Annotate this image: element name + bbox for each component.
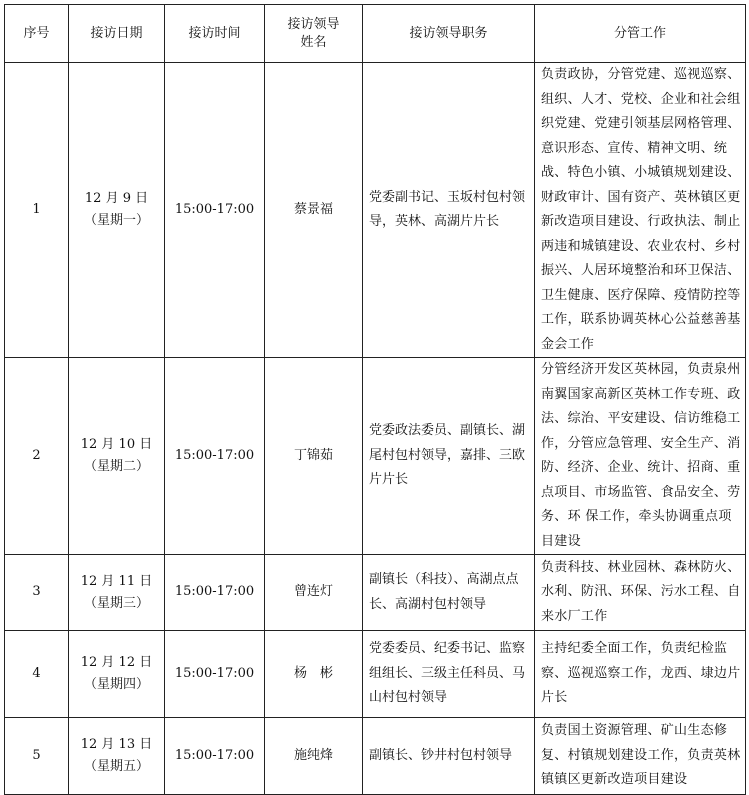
reception-schedule-table bbox=[4, 4, 746, 795]
cell-date bbox=[69, 631, 165, 718]
table-row bbox=[5, 63, 746, 358]
header-duties: 分管工作 bbox=[535, 5, 746, 63]
cell-time: 15:00-17:00 bbox=[165, 358, 265, 555]
table-row bbox=[5, 718, 746, 795]
table-row bbox=[5, 631, 746, 718]
cell-name: 蔡景福 bbox=[265, 63, 363, 358]
cell-date-weekday: （星期三） bbox=[83, 595, 149, 611]
cell-name: 曾连灯 bbox=[265, 555, 363, 631]
header-row bbox=[5, 5, 746, 63]
cell-position: 党委副书记、玉坂村包村领导，英林、高湖片片长 bbox=[363, 63, 535, 358]
cell-date-day: 12 月 11 日 bbox=[80, 573, 153, 589]
cell-date-weekday: （星期四） bbox=[83, 677, 149, 692]
cell-date bbox=[69, 555, 165, 631]
cell-duties: 负责政协，分管党建、巡视巡察、组织、人才、党校、企业和社会组织党建、党建引领基层网格管理、意识形态、宣传、精神文明、统战、特色小镇、小城镇规划建设、财政审计、国有资产、英林镇区更新改造项目建设、行政执法、制止两违和城镇建设、农业农村、乡村振兴、人居环境整治和环卫保洁、卫生健康、医疗保障、疫情防控等工作，联系协调英林心公益慈善基金会工作 bbox=[535, 63, 746, 358]
cell-seq: 1 bbox=[5, 63, 69, 358]
cell-position: 副镇长、钞井村包村领导 bbox=[363, 718, 535, 795]
cell-duties: 负责国土资源管理、矿山生态修复、村镇规划建设工作，负责英林镇镇区更新改造项目建设 bbox=[535, 718, 746, 795]
cell-seq: 2 bbox=[5, 358, 69, 555]
cell-duties: 负责科技、林业园林、森林防火、水利、防汛、环保、污水工程、自来水厂工作 bbox=[535, 555, 746, 631]
table-row bbox=[5, 358, 746, 555]
cell-date bbox=[69, 718, 165, 795]
header-date: 接访日期 bbox=[69, 5, 165, 63]
cell-time: 15:00-17:00 bbox=[165, 718, 265, 795]
cell-date-day: 12 月 12 日 bbox=[80, 655, 153, 670]
header-name-text: 接访领导姓名 bbox=[287, 16, 340, 50]
table-row bbox=[5, 555, 746, 631]
cell-date bbox=[69, 63, 165, 358]
cell-time: 15:00-17:00 bbox=[165, 631, 265, 718]
cell-date-weekday: （星期五） bbox=[83, 759, 149, 774]
cell-date bbox=[69, 358, 165, 555]
cell-date-day: 12 月 10 日 bbox=[80, 437, 153, 452]
cell-date-day: 12 月 9 日 bbox=[84, 191, 149, 206]
cell-date-weekday: （星期一） bbox=[83, 213, 149, 228]
header-time: 接访时间 bbox=[165, 5, 265, 63]
cell-seq: 3 bbox=[5, 555, 69, 631]
cell-time: 15:00-17:00 bbox=[165, 555, 265, 631]
cell-position: 党委委员、纪委书记、监察组组长、三级主任科员、马山村包村领导 bbox=[363, 631, 535, 718]
header-seq: 序号 bbox=[5, 5, 69, 63]
cell-name: 丁锦茹 bbox=[265, 358, 363, 555]
cell-date-weekday: （星期二） bbox=[83, 459, 149, 474]
cell-time: 15:00-17:00 bbox=[165, 63, 265, 358]
header-position: 接访领导职务 bbox=[363, 5, 535, 63]
cell-duties: 分管经济开发区英林园，负责泉州南翼国家高新区英林工作专班、政法、综治、平安建设、信访维稳工作，分管应急管理、安全生产、消防、经济、企业、统计、招商、重点项目、市场监管、食品安全、劳务、环 保工作，牵头协调重点项目建设 bbox=[535, 358, 746, 555]
cell-name: 施纯烽 bbox=[265, 718, 363, 795]
cell-date-day: 12 月 13 日 bbox=[80, 737, 153, 752]
cell-position: 副镇长（科技）、高湖点点长、高湖村包村领导 bbox=[363, 555, 535, 631]
cell-position: 党委政法委员、副镇长、湖尾村包村领导，嘉排、三欧片片长 bbox=[363, 358, 535, 555]
cell-seq: 5 bbox=[5, 718, 69, 795]
cell-seq: 4 bbox=[5, 631, 69, 718]
header-name bbox=[265, 5, 363, 63]
cell-duties: 主持纪委全面工作，负责纪检监察、巡视巡察工作，龙西、埭边片片长 bbox=[535, 631, 746, 718]
cell-name: 杨 彬 bbox=[265, 631, 363, 718]
